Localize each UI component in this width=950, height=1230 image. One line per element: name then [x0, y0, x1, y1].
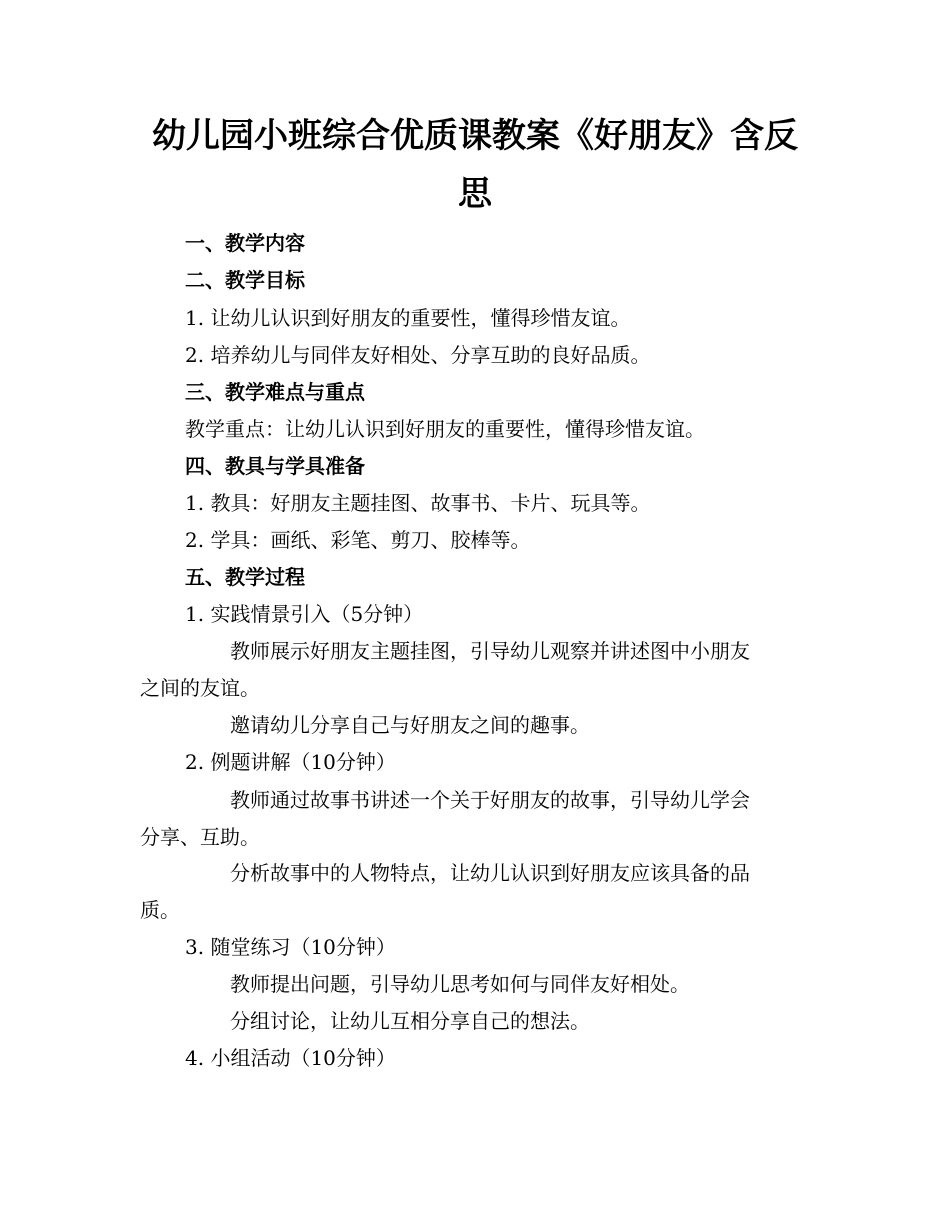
process-step-4: 4. 小组活动（10分钟）: [185, 1046, 396, 1070]
paragraph-line: 质。: [140, 898, 180, 922]
paragraph-line: 分析故事中的人物特点，让幼儿认识到好朋友应该具备的品: [230, 861, 750, 885]
paragraph-line: 邀请幼儿分享自己与好朋友之间的趣事。: [230, 713, 590, 737]
materials-item-2: 2. 学具：画纸、彩笔、剪刀、胶棒等。: [185, 528, 531, 552]
paragraph-line: 教师展示好朋友主题挂图，引导幼儿观察并讲述图中小朋友: [230, 639, 750, 663]
paragraph-line: 之间的友谊。: [140, 676, 260, 700]
paragraph-line: 教师通过故事书讲述一个关于好朋友的故事，引导幼儿学会: [230, 788, 750, 812]
section-heading-key-points: 三、教学难点与重点: [185, 380, 365, 404]
section-heading-content: 一、教学内容: [185, 231, 305, 255]
process-step-3: 3. 随堂练习（10分钟）: [185, 935, 396, 959]
section-heading-materials: 四、教具与学具准备: [185, 454, 365, 478]
paragraph-line: 分组讨论，让幼儿互相分享自己的想法。: [230, 1009, 590, 1033]
document-title-line-1: 幼儿园小班综合优质课教案《好朋友》含反: [152, 116, 798, 156]
process-step-1: 1. 实践情景引入（5分钟）: [185, 602, 424, 626]
section-heading-objectives: 二、教学目标: [185, 268, 305, 292]
document-title-line-2: 思: [458, 174, 492, 214]
process-step-2: 2. 例题讲解（10分钟）: [185, 750, 396, 774]
section-heading-process: 五、教学过程: [185, 565, 305, 589]
materials-item-1: 1. 教具：好朋友主题挂图、故事书、卡片、玩具等。: [185, 491, 651, 515]
key-point-text: 教学重点：让幼儿认识到好朋友的重要性，懂得珍惜友谊。: [185, 417, 705, 441]
objective-item-1: 1. 让幼儿认识到好朋友的重要性，懂得珍惜友谊。: [185, 306, 631, 330]
paragraph-line: 教师提出问题，引导幼儿思考如何与同伴友好相处。: [230, 972, 690, 996]
objective-item-2: 2. 培养幼儿与同伴友好相处、分享互助的良好品质。: [185, 343, 651, 367]
paragraph-line: 分享、互助。: [140, 825, 260, 849]
